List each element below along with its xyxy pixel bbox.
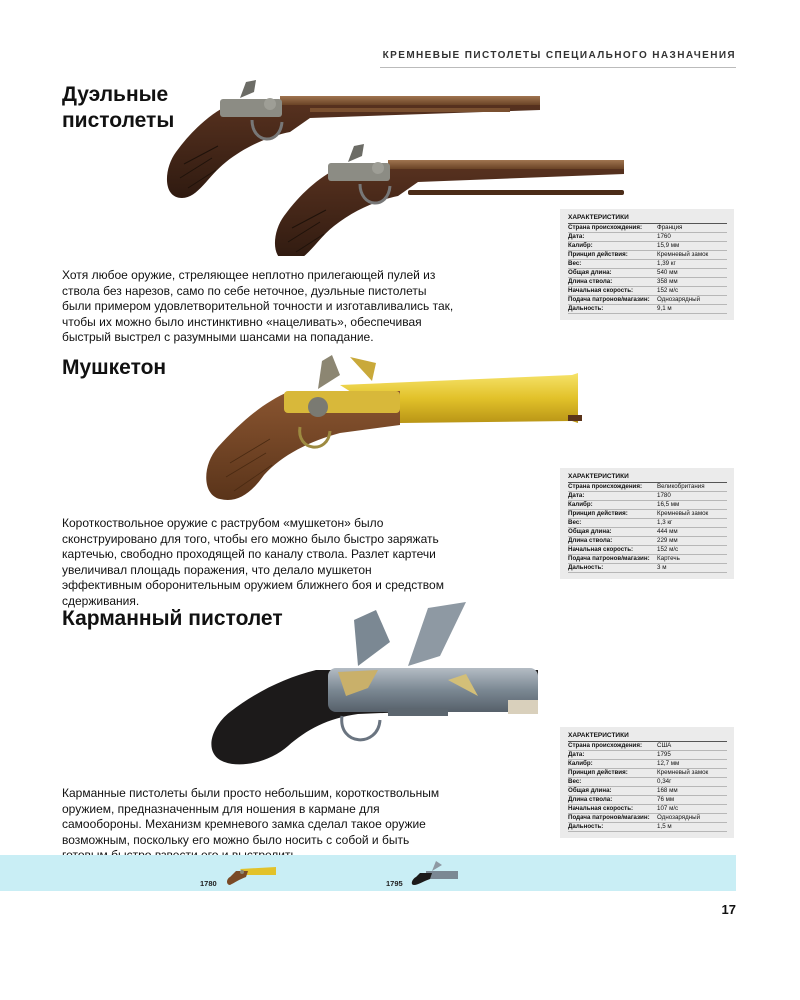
spec-value: 1,39 кг [657,260,727,269]
timeline-pocket-pistol-icon [410,859,460,887]
pocket-pistol-image [208,600,548,770]
spec-label: Начальная скорость: [568,546,657,555]
section-title-pocket-pistol: Карманный пистолет [62,607,283,630]
specs-panel-duel [560,209,734,320]
spec-value: 12,7 мм [657,760,727,769]
spec-value: 107 м/с [657,805,727,814]
spec-label: Подача патронов/магазин: [568,814,657,823]
spec-label: Дата: [568,233,657,242]
section-text-pocket: Карманные пистолеты были просто небольшим, короткоствольным оружием, предназначенным для ношения в кармане для самообороны. Механизм кремневого замка сделал такое оружие возможным, поскольку его можно было носить с собой и быть [62,786,440,847]
spec-row [568,242,727,251]
page-number: 17 [721,902,736,917]
spec-value: США [657,742,727,751]
spec-value: 1760 [657,233,727,242]
spec-value: Франция [657,224,727,233]
spec-row [568,814,727,823]
spec-value: 168 мм [657,787,727,796]
timeline-blunderbuss-icon [226,863,278,887]
specs-heading: ХАРАКТЕРИСТИКИ [568,214,727,224]
spec-label: Калибр: [568,760,657,769]
spec-row [568,805,727,814]
spec-value: 1,5 м [657,823,727,832]
spec-value: 1795 [657,751,727,760]
running-title: КРЕМНЕВЫЕ ПИСТОЛЕТЫ СПЕЦИАЛЬНОГО НАЗНАЧЕНИЯ [380,50,736,68]
spec-value: 3 м [657,564,727,573]
spec-label: Длина ствола: [568,796,657,805]
spec-value: 358 мм [657,278,727,287]
timeline-strip [0,855,736,891]
spec-row [568,296,727,305]
spec-label: Дата: [568,751,657,760]
spec-row [568,224,727,233]
spec-value: Великобритания [657,483,727,492]
spec-row [568,769,727,778]
spec-value: 540 мм [657,269,727,278]
spec-value: Кремневый замок [657,510,727,519]
spec-row [568,305,727,314]
specs-heading: ХАРАКТЕРИСТИКИ [568,473,727,483]
spec-row [568,742,727,751]
spec-label: Начальная скорость: [568,287,657,296]
spec-row [568,751,727,760]
spec-label: Дальность: [568,823,657,832]
spec-label: Вес: [568,778,657,787]
spec-row [568,796,727,805]
spec-label: Дата: [568,492,657,501]
spec-row [568,501,727,510]
spec-label: Дальность: [568,564,657,573]
spec-value: Картечь [657,555,727,564]
title-line-2: пистолеты [62,109,175,132]
specs-panel-pocket [560,727,734,838]
spec-label: Калибр: [568,501,657,510]
spec-value: Кремневый замок [657,251,727,260]
spec-label: Вес: [568,519,657,528]
spec-value: Кремневый замок [657,769,727,778]
spec-row [568,760,727,769]
title-line-1: Дуэльные [62,83,169,106]
section-text-duel: Хотя любое оружие, стреляющее неплотно прилегающей пулей из ствола без нарезов, само по себе неточное, дуэльные пистолеты были примером удовлетворительной точности и изготавливались так, чтобы их можно было инстинктивно «нацеливать», обеспечивая быстрый выстрел с разумными шансами на попадание. [62,268,454,344]
spec-label: Начальная скорость: [568,805,657,814]
spec-label: Вес: [568,260,657,269]
spec-value: 1,3 кг [657,519,727,528]
spec-row [568,251,727,260]
spec-row [568,546,727,555]
spec-label: Общая длина: [568,787,657,796]
specs-panel-blunderbuss [560,468,734,579]
spec-label: Страна происхождения: [568,742,657,751]
spec-label: Длина ствола: [568,278,657,287]
spec-row [568,778,727,787]
spec-label: Общая длина: [568,528,657,537]
section-text-blunderbuss: Короткоствольное оружие с раструбом «мушкетон» было сконструировано для того, чтобы его можно было быстро заряжать картечью, свободно проходящей по каналу ствола. Разлет картечи увеличивал площадь поражения, что делало мушкетон эффективным оборонительным оружием ближнего боя и средством сдерживания. [62,516,444,608]
spec-row [568,483,727,492]
timeline-year-1780: 1780 [200,879,217,888]
section-title-duel-pistols [62,82,174,134]
spec-row [568,287,727,296]
spec-value: 444 мм [657,528,727,537]
spec-row [568,787,727,796]
section-title-blunderbuss: Мушкетон [62,356,167,379]
spec-row [568,823,727,832]
spec-value: 76 мм [657,796,727,805]
spec-row [568,510,727,519]
spec-row [568,564,727,573]
spec-value: 1780 [657,492,727,501]
spec-row [568,555,727,564]
spec-value: 16,5 мм [657,501,727,510]
spec-label: Принцип действия: [568,510,657,519]
spec-label: Страна происхождения: [568,483,657,492]
spec-row [568,492,727,501]
spec-label: Принцип действия: [568,769,657,778]
spec-value: 152 м/с [657,546,727,555]
spec-row [568,260,727,269]
spec-label: Подача патронов/магазин: [568,555,657,564]
spec-label: Принцип действия: [568,251,657,260]
spec-label: Калибр: [568,242,657,251]
spec-row [568,233,727,242]
spec-row [568,278,727,287]
spec-row [568,528,727,537]
spec-row [568,537,727,546]
spec-label: Общая длина: [568,269,657,278]
specs-heading: ХАРАКТЕРИСТИКИ [568,732,727,742]
spec-value: 0,34г [657,778,727,787]
spec-label: Подача патронов/магазин: [568,296,657,305]
blunderbuss-pistol-image [200,345,590,510]
spec-value: 9,1 м [657,305,727,314]
spec-row [568,269,727,278]
timeline-year-1795: 1795 [386,879,403,888]
spec-label: Дальность: [568,305,657,314]
spec-value: Однозарядный [657,814,727,823]
spec-label: Длина ствола: [568,537,657,546]
spec-value: Однозарядный [657,296,727,305]
spec-value: 229 мм [657,537,727,546]
spec-label: Страна происхождения: [568,224,657,233]
spec-row [568,519,727,528]
spec-value: 152 м/с [657,287,727,296]
spec-value: 15,9 мм [657,242,727,251]
